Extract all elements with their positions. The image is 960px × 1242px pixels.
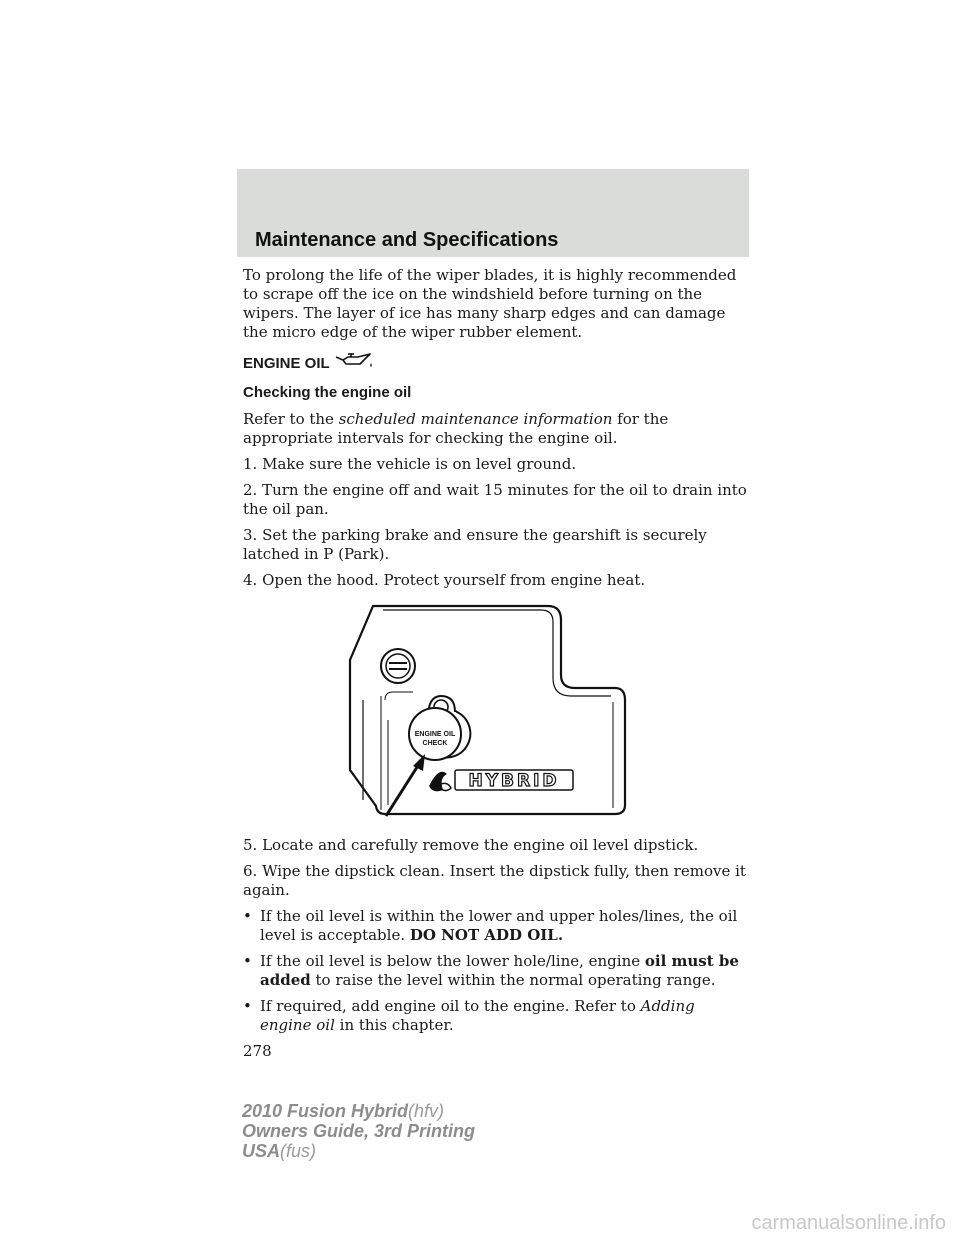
document-footer xyxy=(242,1101,475,1161)
engine-oil-heading xyxy=(243,352,749,375)
footer-edition: Owners Guide, 3rd Printing xyxy=(242,1121,476,1141)
hybrid-brand-badge xyxy=(429,770,573,791)
intro-paragraph: To prolong the life of the wiper blades, it is highly recommended to scrape off the ice on the windshield before turning on the wipers. The layer of ice has many sharp edges and can damage the micro edge of the wiper rubber element. xyxy=(243,266,737,341)
page-number: 278 xyxy=(243,1042,272,1060)
bullet-dot-icon: • xyxy=(243,952,252,970)
hybrid-brand-text: HYBRID xyxy=(468,771,560,791)
checking-oil-subheading: Checking the engine oil xyxy=(243,384,412,401)
bullet-3-suffix: in this chapter. xyxy=(334,1016,454,1034)
step-6: 6. Wipe the dipstick clean. Insert the dipstick fully, then remove it again. xyxy=(243,862,746,899)
step-1: 1. Make sure the vehicle is on level ground. xyxy=(243,455,577,473)
footer-line-3 xyxy=(242,1141,475,1161)
scheduled-maintenance-reference: scheduled maintenance information xyxy=(338,410,613,428)
fill-cap-icon xyxy=(381,649,415,683)
bullet-add-oil xyxy=(243,952,749,990)
bullet-1-text: If the oil level is within the lower and upper holes/lines, the oil level is acceptable. xyxy=(260,907,738,944)
bullet-2-suffix: to raise the level within the normal operating range. xyxy=(310,971,716,989)
footer-line-2 xyxy=(242,1121,475,1141)
oil-must-be-added-emphasis: oil must be added xyxy=(260,952,739,989)
watermark: carmanualsonline.info xyxy=(751,1212,946,1234)
bullet-dot-icon: • xyxy=(243,907,252,925)
engine-cover-illustration xyxy=(243,600,749,828)
step-2: 2. Turn the engine off and wait 15 minutes for the oil to drain into the oil pan. xyxy=(243,481,747,518)
pointer-arrow xyxy=(386,754,425,816)
dipstick-cap-icon xyxy=(409,696,470,760)
footer-market-code: (fus) xyxy=(280,1141,317,1161)
refer-paragraph xyxy=(243,410,749,448)
bullet-acceptable xyxy=(243,907,749,945)
footer-market: USA xyxy=(242,1141,281,1161)
cap-label-line1: ENGINE OIL xyxy=(414,731,456,738)
bullet-refer xyxy=(243,997,749,1035)
refer-suffix: for the appropriate intervals for checking the engine oil. xyxy=(243,410,669,447)
step-5: 5. Locate and carefully remove the engine oil level dipstick. xyxy=(243,836,699,854)
oil-can-icon xyxy=(334,352,374,375)
do-not-add-oil-warning: DO NOT ADD OIL. xyxy=(409,926,564,944)
adding-engine-oil-reference: Adding engine oil xyxy=(260,997,695,1034)
step-4: 4. Open the hood. Protect yourself from engine heat. xyxy=(243,571,646,589)
bullet-dot-icon: • xyxy=(243,997,252,1015)
bullet-2-text: If the oil level is below the lower hole/line, engine xyxy=(260,952,645,970)
footer-line-1 xyxy=(242,1101,475,1121)
page-content xyxy=(243,266,749,1061)
refer-prefix: Refer to the xyxy=(243,410,339,428)
step-3: 3. Set the parking brake and ensure the gearshift is securely latched in P (Park). xyxy=(243,526,707,563)
cap-label-line2: CHECK xyxy=(422,740,448,747)
oil-level-bullets xyxy=(243,907,749,1035)
footer-model-code: (hfv) xyxy=(408,1101,445,1121)
bullet-3-text: If required, add engine oil to the engine. Refer to xyxy=(260,997,641,1015)
section-title: Maintenance and Specifications xyxy=(255,229,559,251)
engine-oil-heading-text: ENGINE OIL xyxy=(243,355,330,372)
footer-model: 2010 Fusion Hybrid xyxy=(242,1101,409,1121)
